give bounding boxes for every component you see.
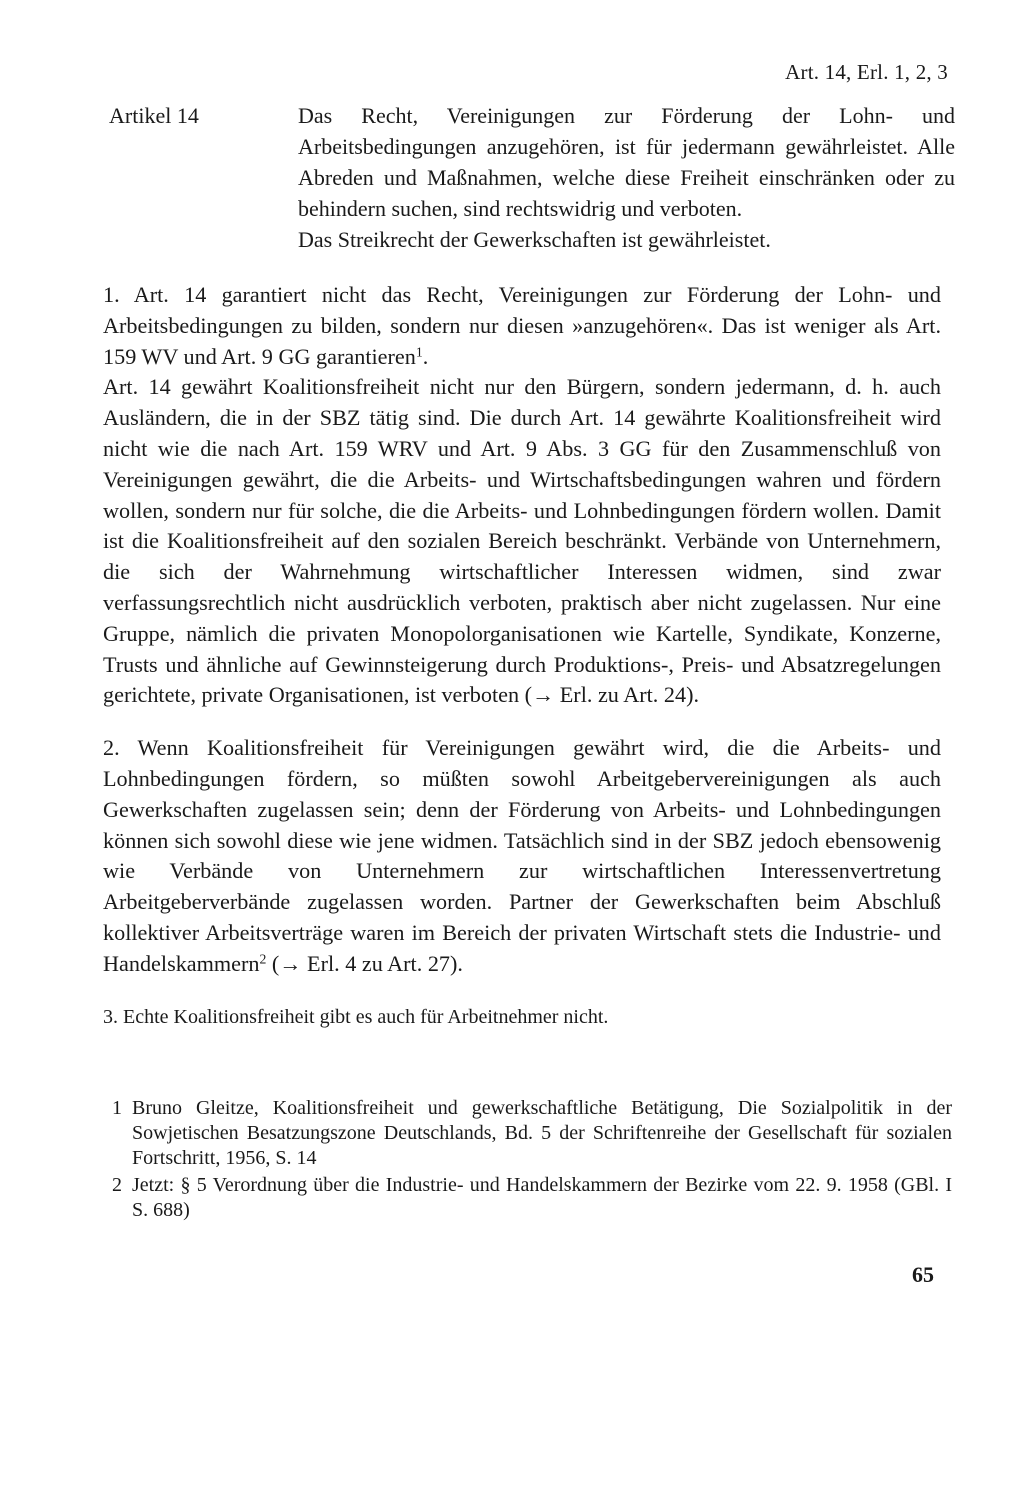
section-1-text: 1. Art. 14 garantiert nicht das Recht, Vereinigungen zur Förderung der Lohn- und Arbeitsbedingungen zu bilden, sondern nur diesen »anzugehören«. Das ist weniger als Art. 159 WV und Art. 9 GG garantieren — [103, 282, 941, 369]
footnote-number: 1 — [112, 1097, 122, 1119]
footnote-1 — [112, 1096, 952, 1171]
article-paragraph-1: Das Recht, Vereinigungen zur Förderung der Lohn- und Arbeitsbedingungen anzugehören, ist für jedermann gewährleistet. Alle Abreden und Maßnahmen, welche diese Freiheit einschränken oder zu behindern suchen, sind rechtswidrig und verboten. — [298, 103, 955, 221]
section-1-paragraph-2: Art. 14 gewährt Koalitionsfreiheit nicht nur den Bürgern, sondern jedermann, d. h. auch Ausländern, die in der SBZ tätig sind. Die durch Art. 14 gewährte Koalitionsfreiheit wird nicht wie die nach Art. 159 WRV und Art. 9 Abs. 3 GG für den Zusammenschluß von Vereinigungen gewährt, die die Arbeits- und Wirtschaftsbedingungen wahren und fördern wollen, sondern nur für solche, die die Arbeits- und Lohnbedingungen fördern wollen. Damit ist die Koalitionsfreiheit auf den sozialen Bereich beschränkt. Verbände von Unternehmern, die sich der Wahrnehmung wirtschaftlicher Interessen widmen, sind zwar verfassungsrechtlich nicht ausdrücklich verboten, praktisch aber nicht zugelassen. Nur eine Gruppe, nämlich die privaten Monopolorganisationen wie Kartelle, Syndikate, Konzerne, Trusts und ähnliche auf Gewinnsteigerung durch Produktions-, Preis- und Absatzregelungen gerichtete, private Organisationen, ist verboten (→ Erl. zu Art. 24). — [103, 374, 941, 708]
section-2-paragraph — [103, 733, 941, 979]
commentary-section-1 — [103, 280, 941, 711]
page-number: 65 — [912, 1262, 934, 1287]
article-label: Artikel 14 — [109, 103, 199, 128]
section-1-paragraph-1 — [103, 280, 941, 372]
footnotes — [112, 1096, 952, 1225]
article-text — [298, 100, 955, 255]
section-1-period: . — [422, 343, 429, 369]
section-2-text-end: (→ Erl. 4 zu Art. 27). — [266, 950, 463, 976]
commentary-section-2 — [103, 733, 941, 979]
article-paragraph-2: Das Streikrecht der Gewerkschaften ist gewährleistet. — [298, 227, 771, 252]
footnote-ref-2: 2 — [259, 951, 267, 967]
footnote-2 — [112, 1173, 952, 1223]
article-block — [109, 100, 955, 255]
footnote-number: 2 — [112, 1174, 122, 1196]
footnote-text: Jetzt: § 5 Verordnung über die Industrie- und Handelskammern der Bezirke vom 22. 9. 1958 (GBl. I S. 688) — [132, 1174, 952, 1221]
footnote-ref-1: 1 — [415, 344, 423, 360]
running-head: Art. 14, Erl. 1, 2, 3 — [785, 60, 948, 84]
commentary-section-3 — [103, 1002, 941, 1033]
section-2-text: 2. Wenn Koalitionsfreiheit für Vereinigungen gewährt wird, die die Arbeits- und Lohnbedingungen fördern, so müßten sowohl Arbeitgebervereinigungen als auch Gewerkschaften zugelassen sein; denn der Förderung von Arbeits- und Lohnbedingungen können sich sowohl diese wie jene widmen. Tatsächlich sind in der SBZ jedoch ebensowenig wie Verbände von Unternehmern zur wirtschaftlichen Interessenvertretung Arbeitgeberverbände zugelassen worden. Partner der Gewerkschaften beim Abschluß kollektiver Arbeitsverträge waren im Bereich der privaten Wirtschaft stets die Industrie- und Handelskammern — [103, 735, 941, 976]
commentary — [103, 280, 941, 1054]
footnote-text: Bruno Gleitze, Koalitionsfreiheit und gewerkschaftliche Betätigung, Die Sozialpolitik in der Sowjetischen Besatzungszone Deutschlands, Bd. 5 der Schriftenreihe der Gesellschaft für sozialen Fortschritt, 1956, S. 14 — [132, 1097, 952, 1169]
section-3-paragraph: 3. Echte Koalitionsfreiheit gibt es auch für Arbeitnehmer nicht. — [103, 1005, 609, 1028]
